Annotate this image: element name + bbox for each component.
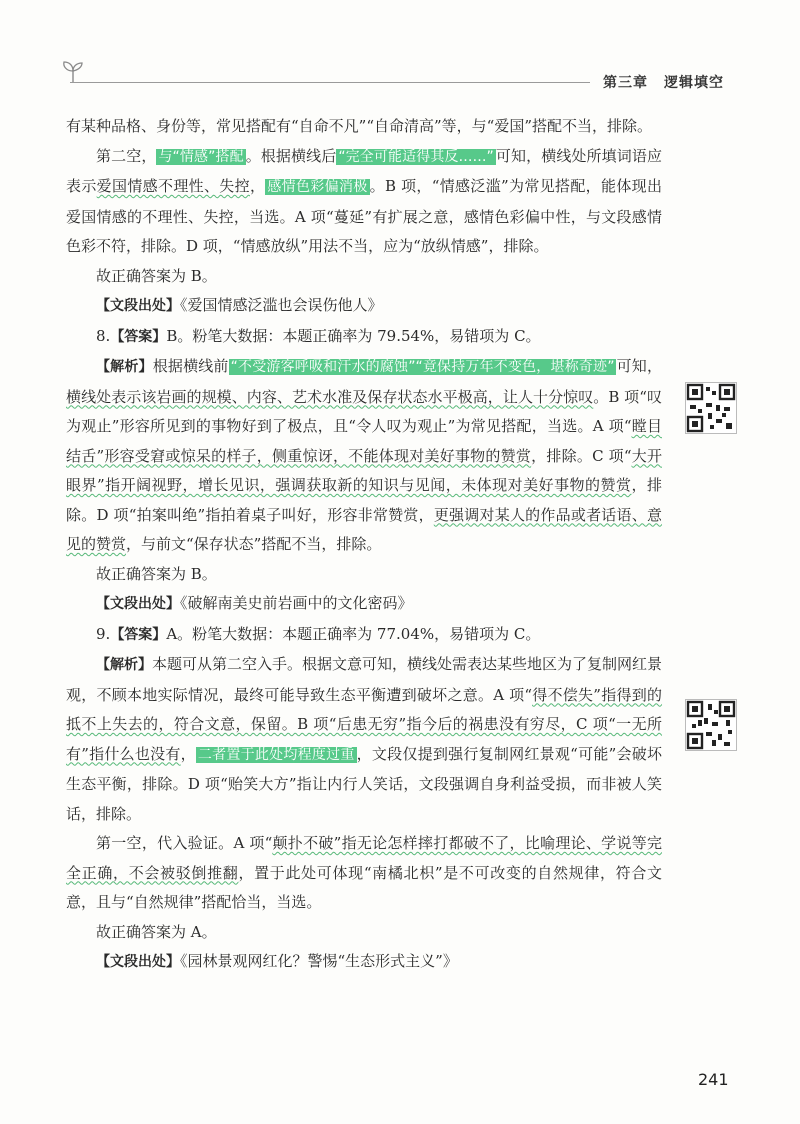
page-number: 241 xyxy=(698,1070,729,1089)
wavy-underline: 得不偿失”指得到的抵不上失去的，符合文意，保留。B 项“后患无穷”指今后的祸患没有穷尽，C 项“一无所有”指什么也没有 xyxy=(66,685,663,763)
question-answer: 8.【答案】B。粉笔大数据：本题正确率为 79.54%，易错项为 C。 xyxy=(96,326,541,345)
analysis-paragraph: 【解析】本题可从第二空入手。根据文意可知，横线处需表达某些地区为了复制网红景观，不顾本地实际情况，最终可能导致生态平衡遭到破坏之意。A 项“得不偿失”指得到的抵不上失去的，符合文意，保留。B 项“后患无穷”指今后的祸患没有穷尽，C 项“一无所有”指什么也没有， 二者置于此处均程度过重 ，文段仅提到强行复制网红景观“可能”会破坏生态平衡，排除。D 项“贻笑大方”指让内行人笑话，文段强调自身利益受损，而非被人笑话，排除。 xyxy=(66,655,663,823)
answer-line: 故正确答案为 B。 xyxy=(96,266,217,285)
source-line: 【文段出处】《园林景观网红化？警惕“生态形式主义”》 xyxy=(96,952,458,970)
highlight: 感情色彩偏消极 xyxy=(267,179,368,195)
highlight: 二者置于此处均程度过重 xyxy=(197,746,355,763)
question-answer: 9.【答案】A。粉笔大数据：本题正确率为 77.04%，易错项为 C。 xyxy=(96,624,541,643)
wavy-underline: 瞠目结舌”形容受窘或惊呆的样子，侧重惊讶，不能体现对美好事物的赞赏 xyxy=(66,417,662,465)
wavy-underline: 横线处表示该岩画的规模、内容、艺术水准及保存状态水平极高，让人十分惊叹 xyxy=(66,387,594,406)
chapter-section: 逻辑填空 xyxy=(664,75,724,91)
highlight: “不受游客呼吸和汗水的腐蚀”“竟保持万年不变色，堪称奇迹” xyxy=(230,359,615,375)
page-body xyxy=(66,112,662,978)
highlight: 与“情感”搭配 xyxy=(158,148,244,165)
answer-line: 故正确答案为 A。 xyxy=(96,922,217,941)
highlight: “完全可能适得其反……” xyxy=(338,148,494,165)
wavy-underline: 更强调对某人的作品或者话语、意见的赞赏 xyxy=(66,505,662,553)
qr-code-icon[interactable] xyxy=(685,382,737,434)
paragraph: 第二空， 与“情感”搭配 。根据横线后 “完全可能适得其反……” 可知，横线处所填词语应表示爱国情感不理性、失控， 感情色彩偏消极 。B 项，“情感泛滥”为常见搭配，能体现出爱国情感的不理性、失控，当选。A 项“蔓延”有扩展之意，感情色彩偏中性，与文段感情色彩不符，排除。D 项，“情感放纵”用法不当，应为“放纵情感”，排除。 xyxy=(66,146,662,255)
analysis-paragraph: 【解析】根据横线前 “不受游客呼吸和汗水的腐蚀”“竟保持万年不变色，堪称奇迹” 可知，横线处表示该岩画的规模、内容、艺术水准及保存状态水平极高，让人十分惊叹。B 项“叹为观止”形容所见到的事物好到了极点，且“令人叹为观止”为常见搭配，当选。A 项“瞠目结舌”形容受窘或惊呆的样子，侧重惊讶，不能体现对美好事物的赞赏，排除。C 项“大开眼界”指开阔视野，增长见识，强调获取新的知识与见闻，未体现对美好事物的赞赏，排除。D 项“拍案叫绝”指拍着桌子叫好，形容非常赞赏，更强调对某人的作品或者话语、意见的赞赏，与前文“保存状态”搭配不当，排除。 xyxy=(66,357,662,553)
analysis-tag: 【解析】 xyxy=(96,657,152,673)
source-tag: 【文段出处】 xyxy=(96,298,180,314)
analysis-tag: 【解析】 xyxy=(96,359,153,375)
header-rule xyxy=(70,82,590,83)
source-line: 【文段出处】《破解南美史前岩画中的文化密码》 xyxy=(96,594,413,612)
paragraph: 第一空，代入验证。A 项“颠扑不破”指无论怎样摔打都破不了，比喻理论、学说等完全正确，不会被驳倒推翻，置于此处可体现“南橘北枳”是不可改变的自然规律，符合文意，且与“自然规律”搭配恰当，当选。 xyxy=(66,834,662,911)
source-tag: 【文段出处】 xyxy=(96,596,180,612)
answer-tag: 【答案】 xyxy=(110,328,167,345)
leaf-sprout-icon xyxy=(60,58,86,84)
wavy-underline: 颠扑不破”指无论怎样摔打都破不了，比喻理论、学说等完全正确，不会被驳倒推翻 xyxy=(66,834,662,882)
qr-code-icon[interactable] xyxy=(685,699,737,751)
source-line: 【文段出处】《爱国情感泛滥也会误伤他人》 xyxy=(96,296,383,314)
paragraph: 有某种品格、身份等，常见搭配有“自命不凡”“自命清高”等，与“爱国”搭配不当，排除。 xyxy=(66,117,653,135)
wavy-underline: 爱国情感不理性、失控 xyxy=(96,177,250,195)
chapter-number: 第三章 xyxy=(603,75,648,91)
answer-tag: 【答案】 xyxy=(110,626,167,643)
answer-line: 故正确答案为 B。 xyxy=(96,564,217,583)
wavy-underline: 大开眼界”指开阔视野，增长见识，强调获取新的知识与见闻，未体现对美好事物的赞赏 xyxy=(66,446,662,494)
source-tag: 【文段出处】 xyxy=(96,954,180,970)
chapter-heading xyxy=(603,72,724,92)
